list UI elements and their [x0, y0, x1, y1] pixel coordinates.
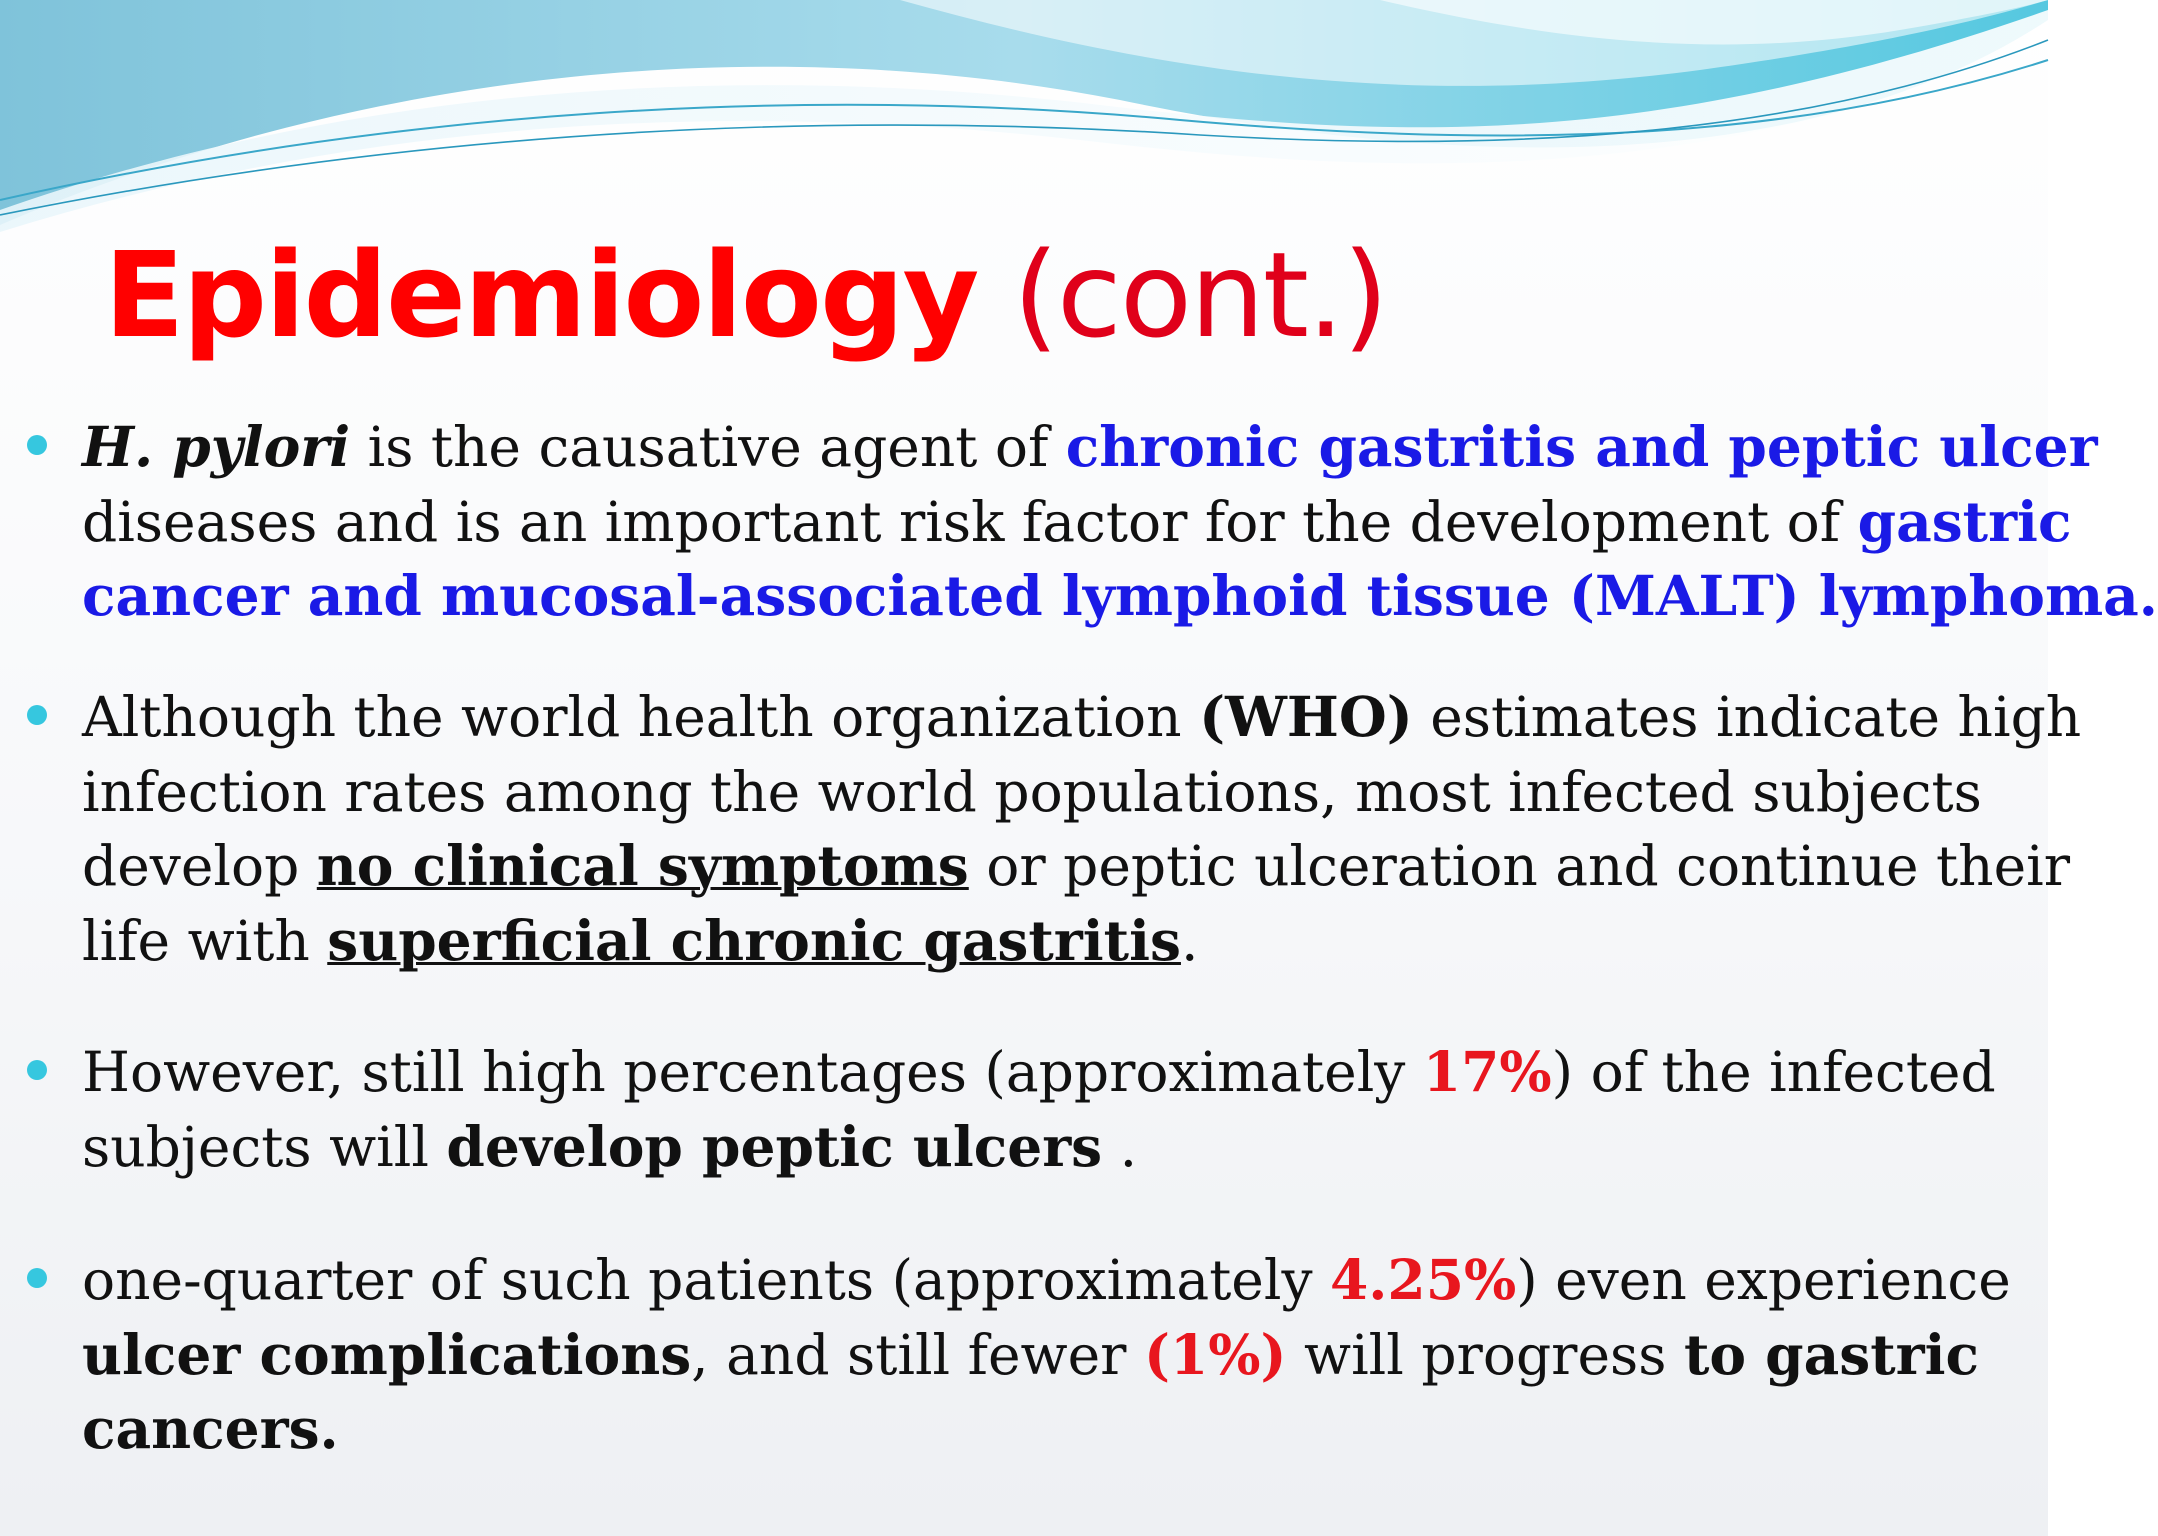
- text-span: However, still high percentages (approximately: [82, 1040, 1423, 1104]
- bullet-line: [82, 410, 2098, 485]
- bold-term: cancers.: [82, 1396, 339, 1461]
- text-span: , and still fewer: [691, 1322, 1144, 1387]
- bullet-line: [82, 1035, 2042, 1110]
- bullet-line: [82, 485, 2072, 560]
- bullet-line: [82, 1318, 2042, 1393]
- text-span: subjects will: [82, 1114, 447, 1179]
- bullet-item: [82, 410, 2158, 634]
- text-span: infection rates among the world populations, most infected subjects: [82, 759, 1982, 824]
- slide-title: [104, 225, 1387, 365]
- term-h-pylori: H. pylori: [82, 414, 351, 479]
- text-span: or peptic ulceration and continue their: [968, 834, 2071, 898]
- bullet-line: [82, 1110, 2042, 1185]
- text-span: .: [1180, 908, 1199, 973]
- bold-term: develop peptic ulcers: [446, 1113, 1103, 1179]
- bullet-line: [82, 1392, 2042, 1467]
- text-span: develop: [82, 834, 317, 898]
- bullet-dot-icon: [27, 1268, 47, 1288]
- text-span: is the causative agent of: [350, 415, 1066, 479]
- bullet-line: [82, 680, 2082, 755]
- bullet-line: [82, 1243, 2042, 1318]
- text-span: Although the world health organization: [82, 685, 1200, 749]
- bullet-item: [82, 680, 2082, 978]
- highlight-blue: cancer and mucosal-associated lymphoid tissue (MALT) lymphoma.: [82, 563, 2158, 628]
- bold-term: to gastric: [1683, 1321, 1979, 1387]
- text-span: ) of the infected: [1551, 1040, 1996, 1104]
- text-span: one-quarter of such patients (approximately: [82, 1248, 1331, 1312]
- term-who: (WHO): [1199, 684, 1413, 749]
- decorative-wave-header: [0, 0, 2048, 260]
- title-suffix: (cont.): [977, 226, 1387, 364]
- highlight-blue: chronic gastritis and peptic ulcer: [1065, 414, 2098, 479]
- bullet-dot-icon: [27, 1060, 47, 1080]
- highlight-red: 4.25%: [1330, 1247, 1517, 1312]
- bullet-dot-icon: [27, 435, 47, 455]
- underlined-term: no clinical symptoms: [316, 833, 969, 898]
- bullet-item: [82, 1035, 2042, 1184]
- text-span: will progress: [1286, 1322, 1684, 1387]
- text-span: life with: [82, 908, 328, 973]
- highlight-red: (1%): [1143, 1321, 1287, 1387]
- bullet-line: [82, 559, 2158, 634]
- bullet-line: [82, 829, 2071, 904]
- bold-term: ulcer complications: [82, 1321, 692, 1387]
- bullet-item: [82, 1243, 2042, 1467]
- text-span: estimates indicate high: [1412, 685, 2082, 749]
- text-span: .: [1102, 1114, 1138, 1179]
- highlight-blue: gastric: [1857, 488, 2072, 554]
- bullet-line: [82, 904, 2042, 979]
- underlined-term: superficial chronic gastritis: [327, 907, 1181, 973]
- text-span: ) even experience: [1516, 1248, 2011, 1312]
- bullet-dot-icon: [27, 705, 47, 725]
- title-main: Epidemiology: [104, 226, 978, 364]
- bullet-line: [82, 755, 2042, 830]
- highlight-red: 17%: [1422, 1039, 1552, 1104]
- text-span: diseases and is an important risk factor for the development of: [82, 489, 1858, 554]
